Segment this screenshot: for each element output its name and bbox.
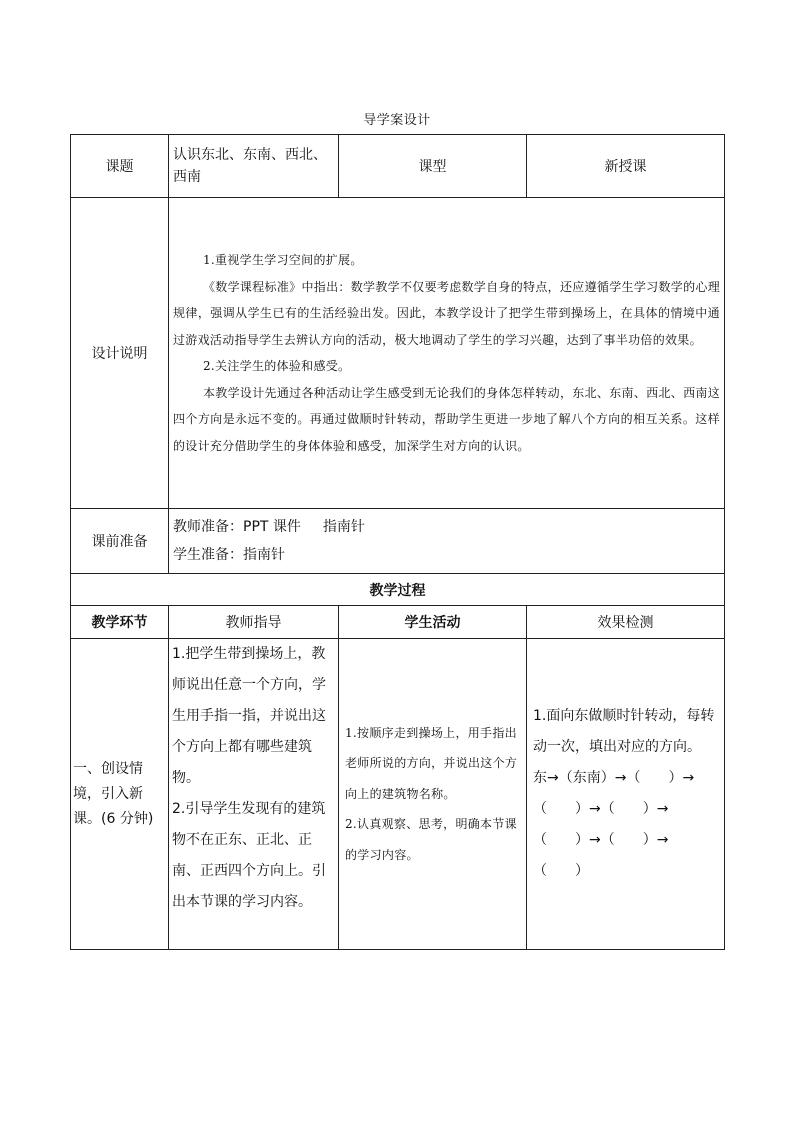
- process-title: 教学过程: [71, 574, 725, 606]
- topic-label: 课题: [71, 135, 169, 198]
- design-paragraph: 《数学课程标准》中指出：数学教学不仅要考虑数学自身的特点，还应遵循学生学习数学的心理规律，强调从学生已有的生活经验出发。因此，本教学设计了把学生带到操场上，在具体的情境中通过游戏活动指导学生去辨认方向的活动，极大地调动了学生的学习兴趣，达到了事半功倍的效果。: [173, 279, 720, 347]
- header-row: [71, 135, 725, 198]
- process-header-row: [71, 606, 725, 639]
- design-row: [71, 198, 725, 509]
- effect-check-cell: [527, 639, 725, 950]
- process-title-row: [71, 574, 725, 606]
- column-header: 教学环节: [71, 606, 169, 639]
- teacher-preparation-item: 指南针: [322, 519, 365, 535]
- effect-line: 1.面向东做顺时针转动，每转动一次，填出对应的方向。: [533, 708, 715, 755]
- column-header: 效果检测: [527, 606, 725, 639]
- preparation-content: [169, 509, 725, 574]
- process-row: [71, 639, 725, 950]
- student-step: 2.认真观察、思考，明确本节课的学习内容。: [345, 817, 517, 862]
- column-header: 学生活动: [339, 606, 527, 639]
- teacher-step: 2.引导学生发现有的建筑物不在正东、正北、正南、正西四个方向上。引出本节课的学习内容。: [172, 801, 326, 910]
- teacher-guidance-cell: [169, 639, 339, 950]
- teacher-preparation-item: PPT 课件: [243, 519, 301, 535]
- teacher-preparation: [173, 513, 720, 541]
- design-paragraph: 1.重视学生学习空间的扩展。: [203, 253, 363, 267]
- type-label: 课型: [339, 135, 527, 198]
- teacher-preparation-prefix: 教师准备：: [173, 519, 243, 535]
- design-paragraph: 2.关注学生的体验和感受。: [203, 359, 351, 373]
- effect-line: 东→（东南）→（ ）→: [533, 770, 695, 786]
- preparation-row: [71, 509, 725, 574]
- document-title: 导学案设计: [363, 113, 431, 128]
- student-step: 1.按顺序走到操场上，用手指出老师所说的方向，并说出这个方向上的建筑物名称。: [345, 725, 518, 801]
- student-preparation: 学生准备：指南针: [173, 547, 285, 563]
- effect-line: （ ）: [533, 863, 589, 879]
- segment-cell: 一、创设情境，引入新课。(6 分钟): [71, 639, 169, 950]
- effect-line: （ ）→（ ）→: [533, 832, 669, 848]
- lesson-plan-table: [70, 134, 725, 950]
- topic-value: 认识东北、东南、西北、西南: [169, 135, 339, 198]
- effect-line: （ ）→（ ）→: [533, 801, 669, 817]
- design-label: 设计说明: [71, 198, 169, 509]
- student-activity-cell: [339, 639, 527, 950]
- type-value: 新授课: [527, 135, 725, 198]
- column-header: 教师指导: [169, 606, 339, 639]
- design-paragraph: 本教学设计先通过各种活动让学生感受到无论我们的身体怎样转动，东北、东南、西北、西南这四个方向是永远不变的。再通过做顺时针转动，帮助学生更进一步地了解八个方向的相互关系。这样的设计充分借助学生的身体体验和感受，加深学生对方向的认识。: [173, 385, 720, 453]
- teacher-step: 1.把学生带到操场上，教师说出任意一个方向，学生用手指一指，并说出这个方向上都有哪些建筑物。: [172, 646, 326, 786]
- preparation-label: 课前准备: [71, 509, 169, 574]
- design-content: [169, 198, 725, 509]
